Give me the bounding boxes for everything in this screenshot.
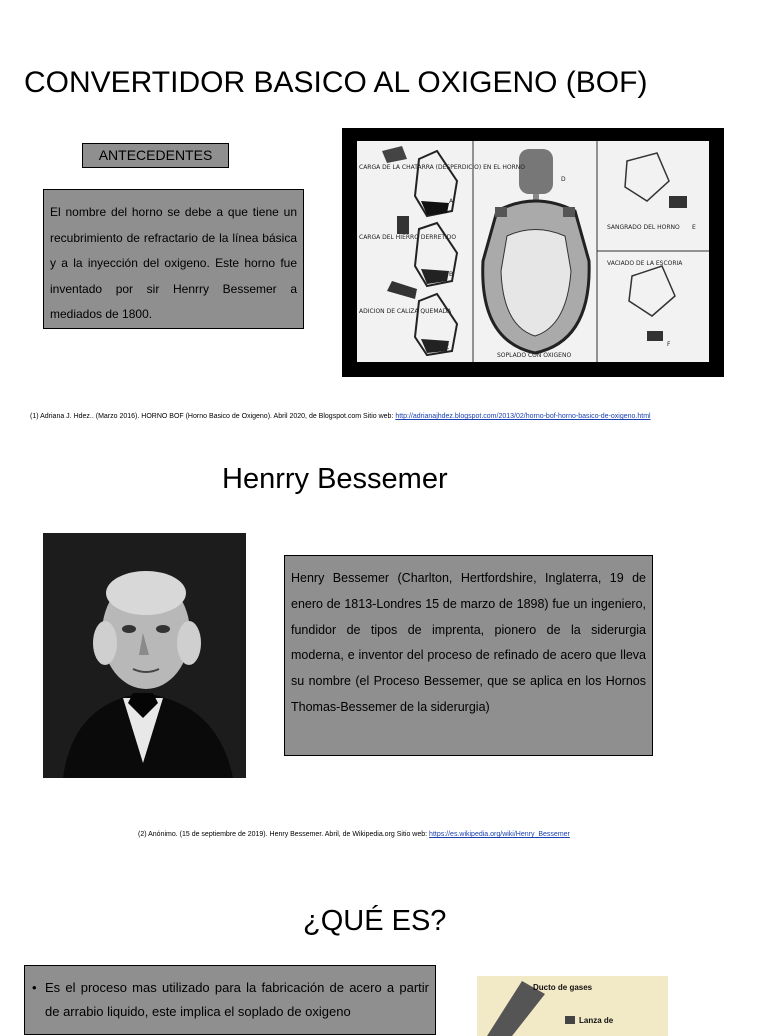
bessemer-textbox: [284, 555, 653, 756]
bessemer-portrait: [43, 533, 246, 778]
label-soplado: SOPLADO CON OXIGENO: [497, 352, 572, 359]
label-b: B: [449, 271, 454, 278]
antecedentes-tag: ANTECEDENTES: [82, 143, 229, 168]
que-es-textbox: [24, 965, 436, 1035]
portrait-svg: [43, 533, 246, 778]
citation-2-link[interactable]: https://es.wikipedia.org/wiki/Henry_Bessemer: [429, 831, 570, 838]
bof-diagram-svg: [357, 141, 709, 362]
bof-lance-diagram: [477, 976, 668, 1036]
bof-process-diagram: [357, 141, 709, 362]
citation-1: [30, 413, 651, 420]
label-adicion-caliza: ADICION DE CALIZA QUEMADA: [359, 308, 452, 315]
citation-1-link[interactable]: http://adrianajhdez.blogspot.com/2013/02/horno-bof-horno-basico-de-oxigeno.html: [395, 413, 651, 420]
bof-process-figure: [342, 128, 724, 377]
bessemer-title: Henrry Bessemer: [222, 463, 448, 495]
antecedentes-text: El nombre del horno se debe a que tiene un recubrimiento de refractario de la línea básica y a la inyección del oxigeno. Este horno fue inventado por sir Henrry Bessemer a mediados de 1800.: [50, 205, 297, 322]
antecedentes-textbox: [43, 189, 304, 329]
label-c: C: [445, 344, 450, 351]
label-sangrado: SANGRADO DEL HORNO: [607, 224, 680, 231]
label-carga-hierro: CARGA DEL HIERRO DERRETIDO: [359, 234, 457, 241]
label-carga-chatarra: CARGA DE LA CHATARRA (DESPERDICIO) EN EL HORNO: [359, 164, 525, 171]
label-lanza: Lanza de: [579, 1016, 614, 1025]
citation-2: [138, 831, 570, 838]
que-es-title: ¿QUÉ ES?: [303, 905, 447, 937]
label-f: F: [667, 341, 671, 348]
label-a: A: [449, 198, 454, 205]
citation-1-text: (1) Adriana J. Hdez.. (Marzo 2016). HORNO BOF (Horno Basico de Oxigeno). Abril 2020, de Blogspot.com Sitio web:: [30, 413, 396, 420]
bessemer-text: Henry Bessemer (Charlton, Hertfordshire, Inglaterra, 19 de enero de 1813-Londres 15 de marzo de 1898) fue un ingeniero, fundidor de tipos de imprenta, pionero de la siderurgia moderna, e inventor del proceso de refinado de acero que lleva su nombre (el Proceso Bessemer, que se aplica en los Hornos Thomas-Bessemer de la siderurgia): [291, 571, 646, 714]
label-e: E: [692, 224, 696, 231]
lance-diagram-svg: [477, 976, 668, 1036]
bullet-marker: •: [32, 980, 37, 995]
citation-2-text: (2) Anónimo. (15 de septiembre de 2019). Henry Bessemer. Abril, de Wikipedia.org Sitio web:: [138, 831, 430, 838]
label-ducto-gases: Ducto de gases: [533, 983, 593, 992]
label-d: D: [561, 176, 566, 183]
page-title: CONVERTIDOR BASICO AL OXIGENO (BOF): [24, 66, 648, 99]
label-vaciado: VACIADO DE LA ESCORIA: [607, 260, 683, 267]
que-es-text: Es el proceso mas utilizado para la fabricación de acero a partir de arrabio liquido, este implica el soplado de oxigeno: [45, 980, 429, 1019]
